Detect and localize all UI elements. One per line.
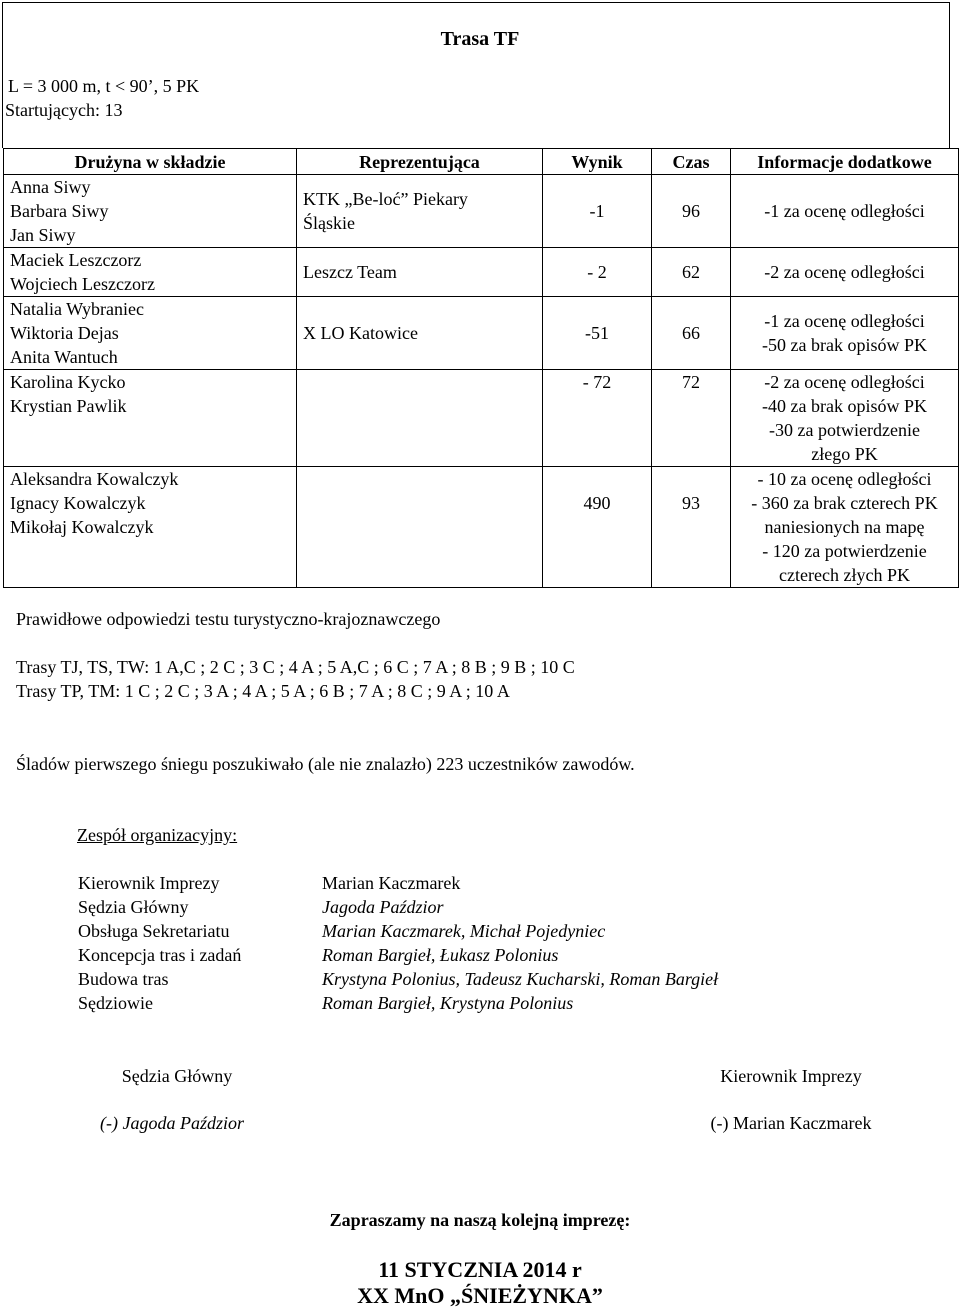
header-frame: [2, 2, 950, 148]
team-members: Maciek Leszczorz Wojciech Leszczorz: [4, 248, 297, 297]
organizer-role: Koncepcja tras i zadań: [78, 945, 242, 965]
team-result: - 2: [543, 248, 652, 297]
team-members: Aleksandra Kowalczyk Ignacy Kowalczyk Mikołaj Kowalczyk: [4, 467, 297, 588]
answers-line-tj-ts-tw: Trasy TJ, TS, TW: 1 A,C ; 2 C ; 3 C ; 4 A ; 5 A,C ; 6 C ; 7 A ; 8 B ; 9 B ; 10 C: [16, 657, 575, 677]
results-table: [3, 148, 959, 588]
table-row: [4, 370, 959, 467]
table-row: [4, 175, 959, 248]
organizer-name: Krystyna Polonius, Tadeusz Kucharski, Roman Bargieł: [322, 969, 719, 989]
team-members: Natalia Wybraniec Wiktoria Dejas Anita Wantuch: [4, 297, 297, 370]
next-event-date: 11 STYCZNIA 2014 r: [378, 1257, 582, 1282]
table-row: [4, 297, 959, 370]
team-club: X LO Katowice: [297, 297, 543, 370]
answers-heading: Prawidłowe odpowiedzi testu turystyczno-krajoznawczego: [16, 609, 441, 629]
page-title: Trasa TF: [440, 28, 520, 50]
organizer-role: Budowa tras: [78, 969, 169, 989]
column-header-result: Wynik: [543, 149, 652, 175]
team-club: KTK „Be-loć” Piekary Śląskie: [297, 175, 543, 248]
signature-left-title: Sędzia Główny: [121, 1066, 233, 1086]
answers-line-tp-tm: Trasy TP, TM: 1 C ; 2 C ; 3 A ; 4 A ; 5 A ; 6 B ; 7 A ; 8 C ; 9 A ; 10 A: [16, 681, 510, 701]
organizer-name: Marian Kaczmarek: [322, 873, 461, 893]
team-result: - 72: [543, 370, 652, 467]
participants-note: Śladów pierwszego śniegu poszukiwało (ale nie znalazło) 223 uczestników zawodów.: [16, 754, 635, 774]
team-time: 96: [652, 175, 731, 248]
team-time: 72: [652, 370, 731, 467]
organizer-name: Jagoda Paździor: [322, 897, 444, 917]
team-members: Anna Siwy Barbara Siwy Jan Siwy: [4, 175, 297, 248]
signature-right-name: (-) Marian Kaczmarek: [710, 1113, 872, 1133]
team-info: -1 za ocenę odległości -50 za brak opisów PK: [731, 297, 959, 370]
table-row: [4, 248, 959, 297]
team-result: 490: [543, 467, 652, 588]
team-time: 66: [652, 297, 731, 370]
column-header-team: Drużyna w składzie: [4, 149, 297, 175]
team-info: -1 za ocenę odległości: [731, 175, 959, 248]
team-info: - 10 za ocenę odległości - 360 za brak czterech PK naniesionych na mapę - 120 za potwierdzenie czterech złych PK: [731, 467, 959, 588]
organizer-role: Obsługa Sekretariatu: [78, 921, 230, 941]
signature-right-title: Kierownik Imprezy: [720, 1066, 862, 1086]
team-result: -51: [543, 297, 652, 370]
organizer-role: Sędziowie: [78, 993, 153, 1013]
organizers-heading: Zespół organizacyjny:: [77, 825, 238, 845]
organizer-name: Marian Kaczmarek, Michał Pojedyniec: [322, 921, 606, 941]
column-header-info: Informacje dodatkowe: [731, 149, 959, 175]
organizer-role: Sędzia Główny: [78, 897, 189, 917]
team-info: -2 za ocenę odległości: [731, 248, 959, 297]
column-header-representing: Reprezentująca: [297, 149, 543, 175]
team-club: [297, 370, 543, 467]
table-row: [4, 467, 959, 588]
route-parameters: L = 3 000 m, t < 90’, 5 PK: [8, 76, 200, 96]
organizer-name: Roman Bargieł, Łukasz Polonius: [322, 945, 559, 965]
team-club: Leszcz Team: [297, 248, 543, 297]
team-members: Karolina Kycko Krystian Pawlik: [4, 370, 297, 467]
team-time: 62: [652, 248, 731, 297]
table-header-row: [4, 149, 959, 175]
organizer-name: Roman Bargieł, Krystyna Polonius: [322, 993, 574, 1013]
team-info: -2 za ocenę odległości -40 za brak opisów PK -30 za potwierdzenie złego PK: [731, 370, 959, 467]
column-header-time: Czas: [652, 149, 731, 175]
next-event-invitation: Zapraszamy na naszą kolejną imprezę:: [329, 1210, 631, 1230]
organizer-role: Kierownik Imprezy: [78, 873, 220, 893]
team-result: -1: [543, 175, 652, 248]
signature-left-name: (-) Jagoda Paździor: [100, 1113, 244, 1133]
team-time: 93: [652, 467, 731, 588]
next-event-name: XX MnO „ŚNIEŻYNKA”: [357, 1283, 603, 1308]
team-club: [297, 467, 543, 588]
starters-count: Startujących: 13: [5, 100, 123, 120]
